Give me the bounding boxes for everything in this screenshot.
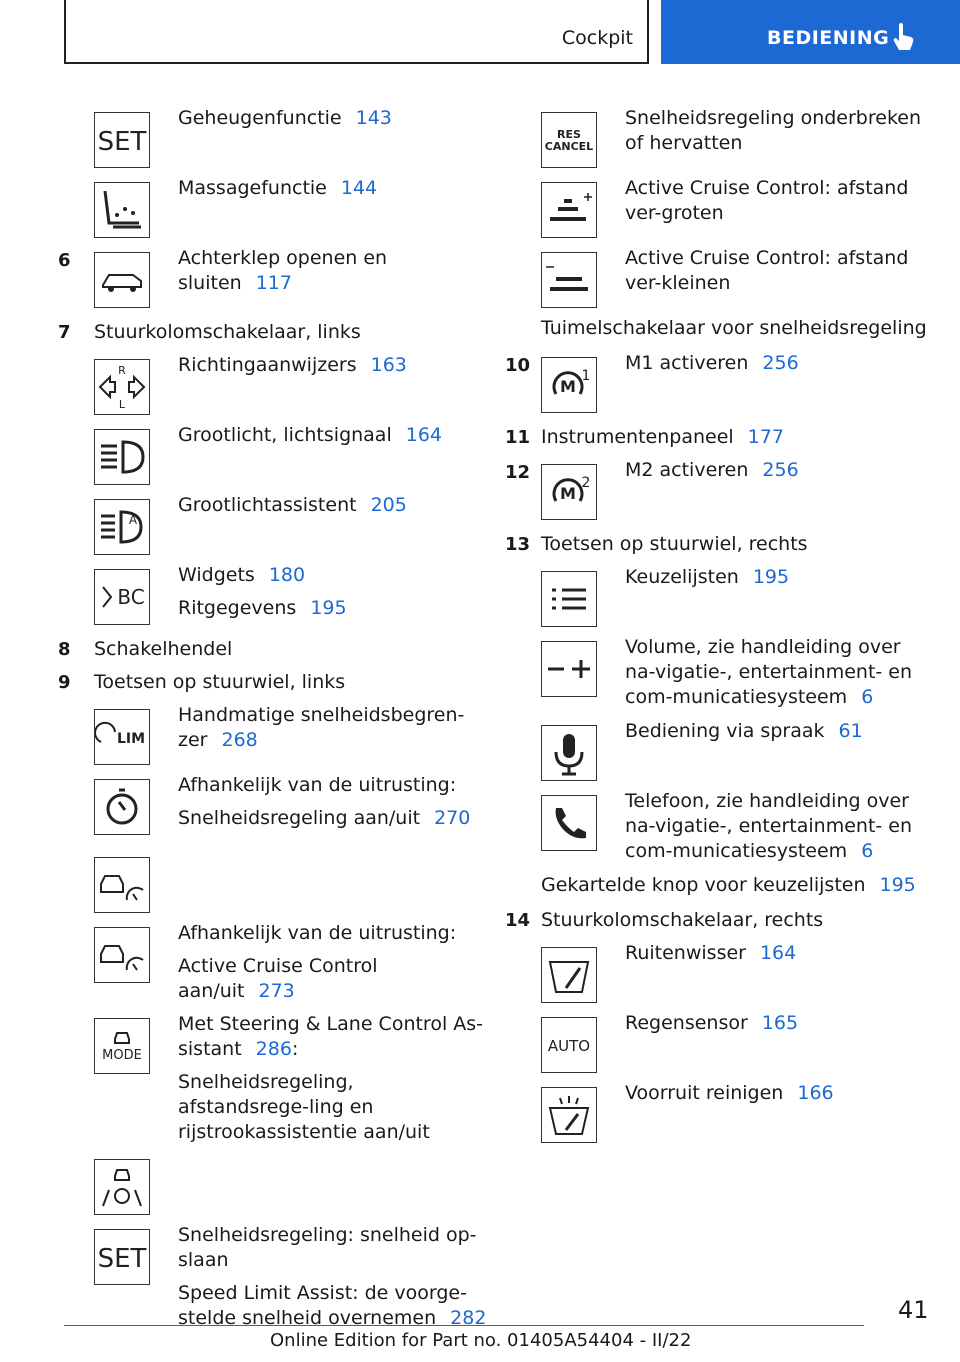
list-item: Ruitenwisser 164 [505, 941, 935, 1011]
list-item: SET Geheugenfunctie 143 [58, 106, 488, 176]
list-item: MODE Met Steering & Lane Control As-sistant 286: Snelheidsregeling, afstandsrege-ling en rijstrookassistentie aan/uit [58, 1012, 488, 1153]
svg-text:SET: SET [97, 127, 147, 157]
list-item: Grootlicht, lichtsignaal 164 [58, 423, 488, 493]
svg-text:1: 1 [581, 368, 591, 384]
page-ref-link[interactable]: 256 [762, 459, 799, 481]
page-ref-link[interactable]: 117 [255, 272, 292, 294]
page-ref-link[interactable]: 268 [221, 729, 258, 751]
page-ref-link[interactable]: 166 [797, 1082, 834, 1104]
lim-icon [94, 709, 150, 765]
list-item: Active Cruise Control: afstand ver-groten [505, 176, 935, 246]
set-icon [94, 1229, 150, 1285]
item-12: 12 M 2 M2 activeren 256 [505, 458, 935, 528]
item-11: 11 Instrumentenpaneel 177 [505, 426, 784, 448]
page-ref-link[interactable]: 256 [762, 352, 799, 374]
page-ref-link[interactable]: 165 [761, 1012, 799, 1034]
page-ref-link[interactable]: 270 [434, 807, 471, 829]
lane-icon [94, 1159, 150, 1215]
list-item: Keuzelijsten 195 [505, 565, 935, 635]
page-ref-link[interactable]: 195 [752, 566, 790, 588]
item-9: 9 Toetsen op stuurwiel, links [58, 671, 346, 693]
svg-text:2: 2 [581, 475, 591, 491]
volume-icon [541, 641, 597, 697]
cruise-icon [94, 779, 150, 835]
page-ref-link[interactable]: 6 [861, 686, 874, 708]
item-7: 7 Stuurkolomschakelaar, links [58, 321, 361, 343]
list-item [58, 851, 488, 921]
svg-text:L: L [118, 398, 126, 411]
page-ref-link[interactable]: 163 [370, 354, 407, 376]
list-item: Bediening via spraak 61 [505, 719, 935, 789]
phone-icon [541, 795, 597, 851]
footer-edition: Online Edition for Part no. 01405A54404 - II/22 [270, 1330, 692, 1351]
list-item: Massagefunctie 144 [58, 176, 488, 246]
rocker-label: Tuimelschakelaar voor snelheidsregeling [541, 317, 927, 339]
right-column [505, 106, 935, 1151]
item-10: 10 M 1 M1 activeren 256 [505, 351, 935, 421]
high-beam-icon [94, 429, 150, 485]
list-item: Active Cruise Control: afstand ver-kleinen [505, 246, 935, 316]
list-item: R L Richtingaanwijzers 163 [58, 353, 488, 423]
massage-icon [94, 182, 150, 238]
wiper-icon [541, 947, 597, 1003]
list-item: Afhankelijk van de uitrusting: Active Cruise Control aan/uit 273 [58, 921, 488, 1012]
svg-text:R: R [118, 364, 126, 377]
list-item: Volume, zie handleiding over na-vigatie-, entertainment- en com-municatiesysteem 6 [505, 635, 935, 719]
hand-pointer-icon [891, 22, 915, 52]
page-ref-link[interactable]: 6 [861, 840, 874, 862]
mic-icon [541, 725, 597, 781]
list-item: RES CANCEL Snelheidsregeling onderbreken of hervatten [505, 106, 935, 176]
svg-text:SET: SET [97, 1244, 147, 1274]
header-section-box [64, 0, 649, 64]
page-ref-link[interactable]: 144 [340, 177, 378, 199]
bc-icon [94, 569, 150, 625]
list-item: Telefoon, zie handleiding over na-vigatie-, entertainment- en com-municatiesysteem 6 [505, 789, 935, 873]
list-item: BC Widgets 180 Ritgegevens 195 [58, 563, 488, 633]
distance-minus-icon [541, 252, 597, 308]
svg-text:A: A [128, 513, 138, 527]
page-ref-link[interactable]: 195 [310, 597, 347, 619]
page-ref-link[interactable]: 282 [450, 1307, 487, 1329]
svg-text:AUTO: AUTO [547, 1037, 591, 1055]
footer-divider [64, 1325, 864, 1326]
list-item: SET Snelheidsregeling: snelheid op-slaan Speed Limit Assist: de voorge-stelde snelheid overnemen 282 [58, 1223, 488, 1339]
page-ref-link[interactable]: 143 [355, 107, 392, 129]
auto-icon [541, 1017, 597, 1073]
page-ref-link[interactable]: 286 [255, 1038, 292, 1060]
item-13: 13 Toetsen op stuurwiel, rechts [505, 533, 808, 555]
item-8: 8 Schakelhendel [58, 638, 233, 660]
acc-icon [94, 927, 150, 983]
washer-icon [541, 1087, 597, 1143]
svg-text:MODE: MODE [102, 1048, 142, 1063]
svg-text:BC: BC [117, 585, 145, 609]
list-item: LIM Handmatige snelheidsbegren-zer 268 [58, 703, 488, 773]
set-icon [94, 112, 150, 168]
knob-label: Gekartelde knop voor keuzelijsten 195 [541, 874, 916, 896]
left-column [58, 106, 488, 1339]
svg-text:M: M [560, 484, 576, 503]
page-number: 41 [898, 1296, 929, 1324]
m1-icon [541, 357, 597, 413]
list-item [58, 1153, 488, 1223]
m2-icon [541, 464, 597, 520]
list-item: A Grootlichtassistent 205 [58, 493, 488, 563]
page-ref-link[interactable]: 61 [838, 720, 863, 742]
svg-text:CANCEL: CANCEL [544, 140, 594, 153]
page-ref-link[interactable]: 195 [879, 874, 916, 896]
turn-signal-icon [94, 359, 150, 415]
high-beam-assist-icon [94, 499, 150, 555]
svg-text:M: M [560, 377, 576, 396]
list-item: Afhankelijk van de uitrusting: Snelheidsregeling aan/uit 270 [58, 773, 488, 851]
acc-icon [94, 857, 150, 913]
list-icon [541, 571, 597, 627]
page-ref-link[interactable]: 164 [759, 942, 797, 964]
list-item: Voorruit reinigen 166 [505, 1081, 935, 1151]
list-item: 6 Achterklep openen en sluiten 117 [58, 246, 488, 316]
header-chapter-title: BEDIENING [767, 27, 890, 49]
tailgate-icon [94, 252, 150, 308]
distance-plus-icon [541, 182, 597, 238]
mode-icon [94, 1018, 150, 1074]
page-ref-link[interactable]: 180 [268, 564, 306, 586]
header-section-title: Cockpit [561, 27, 633, 49]
page-ref-link[interactable]: 273 [258, 980, 295, 1002]
header-chapter-box [661, 0, 960, 64]
page-ref-link[interactable]: 205 [370, 494, 407, 516]
list-item: AUTO Regensensor 165 [505, 1011, 935, 1081]
res-cancel-icon [541, 112, 597, 168]
page-ref-link[interactable]: 164 [405, 424, 442, 446]
item-14: 14 Stuurkolomschakelaar, rechts [505, 909, 824, 931]
svg-text:LIM: LIM [116, 731, 146, 747]
svg-text:RES: RES [557, 128, 581, 141]
page-ref-link[interactable]: 177 [747, 426, 784, 448]
